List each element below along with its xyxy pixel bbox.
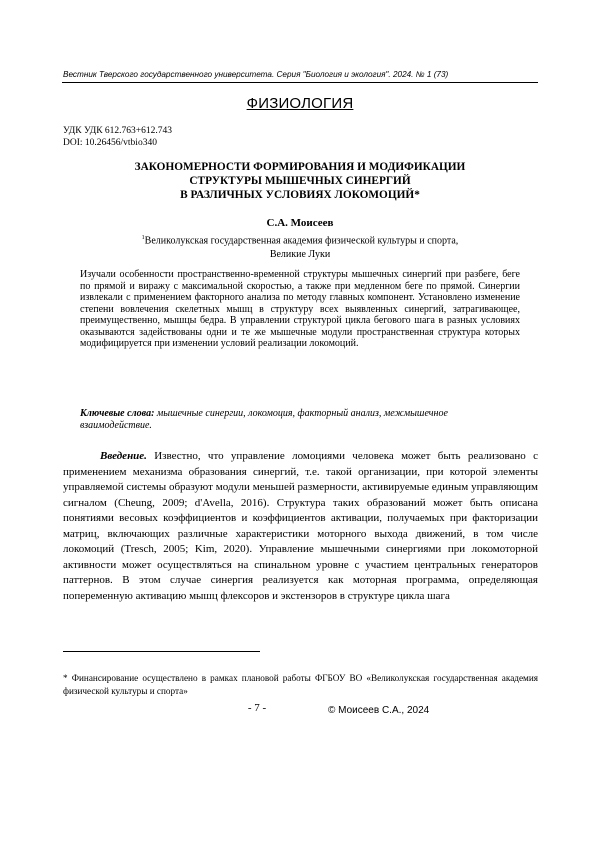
affiliation <box>80 232 520 261</box>
section-title: ФИЗИОЛОГИЯ <box>246 95 354 112</box>
keywords <box>80 408 520 432</box>
doi: DOI: 10.26456/vtbio340 <box>63 138 157 148</box>
body-text <box>63 449 538 604</box>
keywords-text: мышечные синергии, локомоция, факторный анализ, межмышечное взаимодействие. <box>80 408 448 431</box>
affiliation-line1: Великолукская государственная академия физической культуры и спорта, <box>144 235 459 247</box>
title-line: ЗАКОНОМЕРНОСТИ ФОРМИРОВАНИЯ И МОДИФИКАЦИИ <box>134 161 466 173</box>
abstract-text: Изучали особенности пространственно-временной структуры мышечных синергий при разбеге, беге по прямой и виражу с максимальной скоростью, а также при медленном беге по прямой. Синергии извлекали с применением факторного анализа по методу главных компонент. Установлено изменение степени вовлечения скелетных мышц в структуру всех выявленных синергий, затрагивающее, преимущественно, мышцы бедра. В управлении структурой цикла бегового шага в разных условиях оказываются задействованы одни и те же мышечные модули пространственная структура которых модифицируется при изменении условий реализации локомоций. <box>80 269 520 350</box>
footnote: * Финансирование осуществлено в рамках плановой работы ФГБОУ ВО «Великолукская государственная академия физической культуры и спорта» <box>63 673 538 696</box>
affiliation-sup: 1 <box>141 235 145 241</box>
title-line: В РАЗЛИЧНЫХ УСЛОВИЯХ ЛОКОМОЦИЙ* <box>180 189 420 201</box>
header-divider <box>62 82 538 83</box>
affiliation-line2: Великие Луки <box>269 248 331 260</box>
intro-text: Известно, что управление ломоциями человека может быть реализовано с применением механизма образования синергий, т.е. такой организации, при которой элементы управляемой системы образуют модули меньшей размерности, активируемые единым управляющим сигналом (Cheung, 2009; d'Avella, 2016). Структура таких образований может быть описана понятиями весовых коэффициентов и коэффициентов активации, получаемых при факторизации матриц, включающих различные характеристики моторного выхода движений, в том числе локомоций (Tresch, 2005; Kim, 2020). Управление мышечными синергиями при локомоторной активности может осуществляться на спинальном уровне с участием центральных генераторов паттернов. В этом случае синергия реализуется как моторная программа, определяющая попеременную активацию мышц флексоров и экстензоров в структуре цикла шага <box>63 450 538 602</box>
journal-header: Вестник Тверского государственного университета. Серия "Биология и экология". 2024. № 1 (73) <box>63 70 449 79</box>
keywords-label: Ключевые слова: <box>80 408 155 419</box>
author: С.А. Моисеев <box>266 217 334 229</box>
article-title <box>70 160 530 202</box>
intro-label: Введение. <box>100 450 147 462</box>
footnote-divider <box>63 651 260 652</box>
udc-code: УДК УДК 612.763+612.743 <box>63 126 173 136</box>
title-line: СТРУКТУРЫ МЫШЕЧНЫХ СИНЕРГИЙ <box>189 175 411 187</box>
copyright: © Моисеев С.А., 2024 <box>328 705 430 716</box>
page-number: - 7 - <box>247 702 267 714</box>
abstract <box>80 269 520 350</box>
